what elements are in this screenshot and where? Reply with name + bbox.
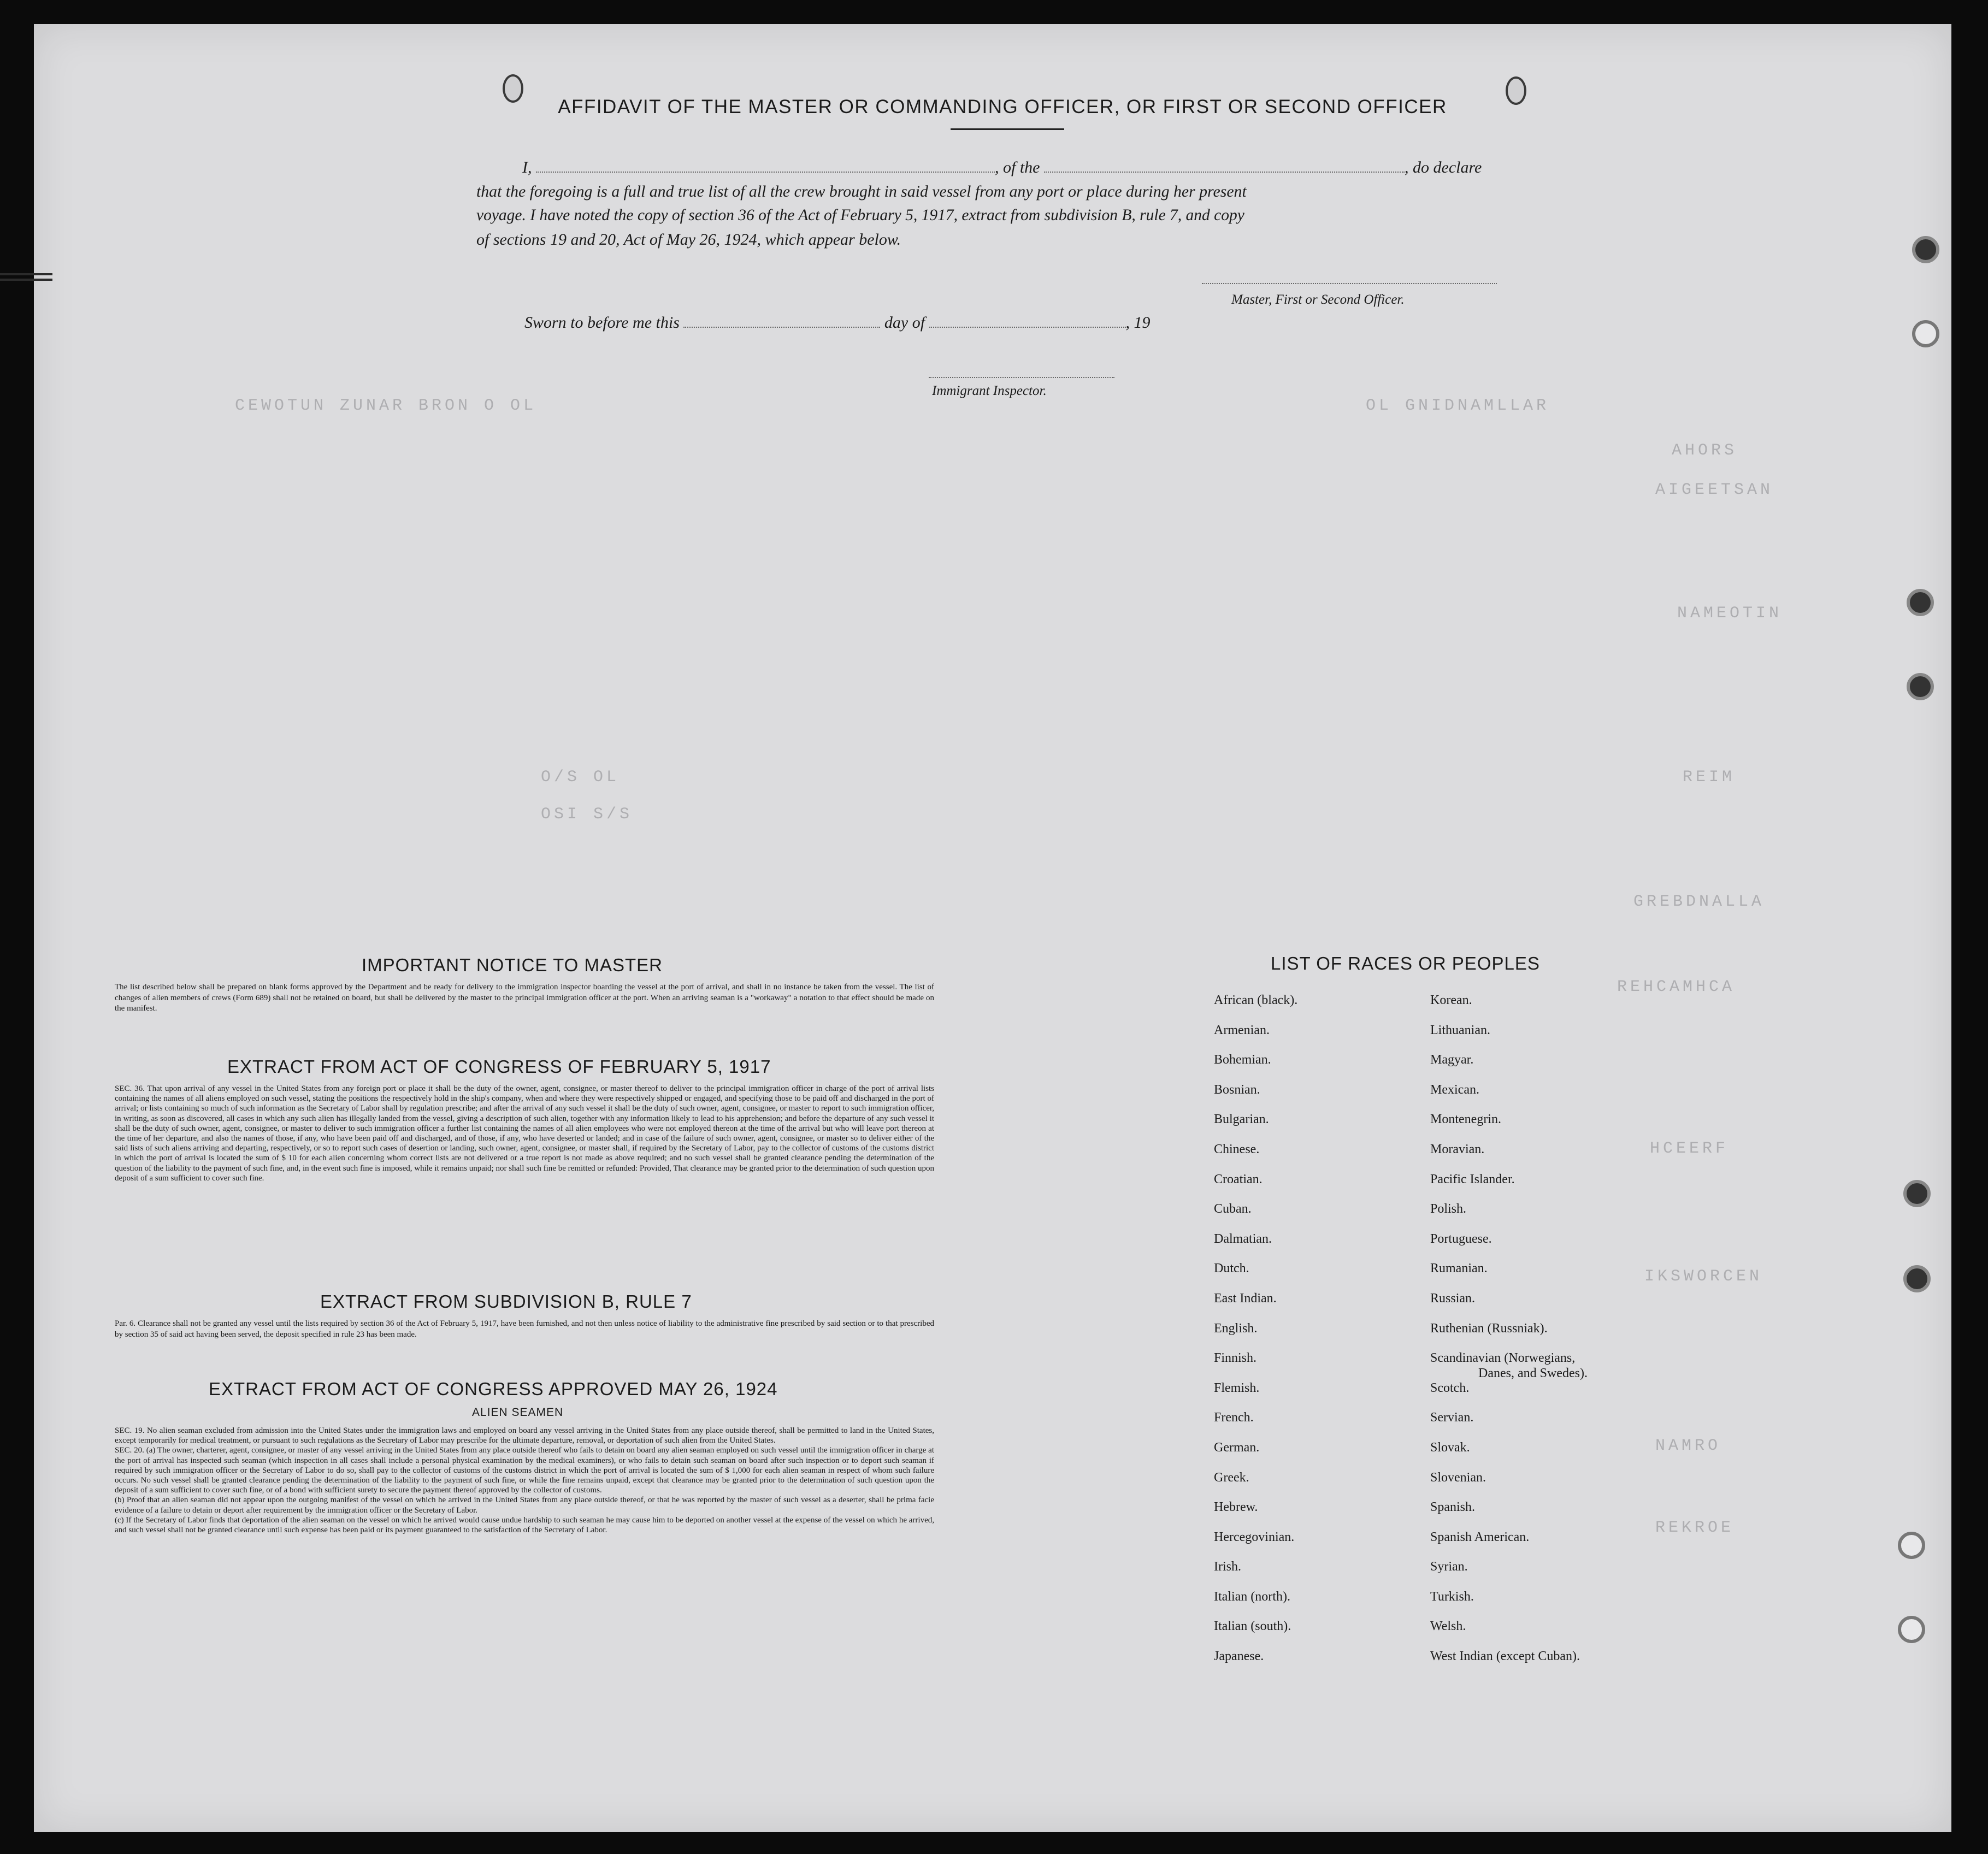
extract-1917-body: SEC. 36. That upon arrival of any vessel in the United States from any foreign port or place it shall be the duty of the owner, agent, consignee, or master thereof to deliver to the principal immigration officer in charge of the port of arrival lists containing the names of all aliens employed on such vessel, stating the positions the respectively hold in the ship's company, when and where they were respectively shipped or engaged, and specifying those to be paid off and discharged in the port of arrival; or lists containing so much of such information as the Secretary of Labor shall by regulation prescribe; and after the arrival of any such vessel it shall be the duty of such owner, agent, consignee, or master to report to such immigration officer, in writing, as soon as discovered, all cases in which any such alien has illegally landed from the vessel, giving a description of such alien, together with any information likely to lead to his apprehension; and before the departure of any such vessel it shall be the duty of such owner, agent, consignee, or master to deliver to such immigration officer a further list containing the names of all alien employees who were not employed thereon at the time of the arrival but who will leave port thereon at the time of her departure, and also the names of those, if any, who have been paid off and discharged, and of those, if any, who have deserted or landed; and in case of the failure of such owner, agent, consignee, or master so to deliver either of the said lists of such aliens arriving and departing, respectively, or so to report such cases of desertion or landing, such owner, agent, consignee, or master shall, if required by the Secretary of Labor, pay to the collector of customs of the customs district in which the port of arrival is located the sum of $ 10 for each alien concerning whom correct lists are not delivered or a true report is not made as above required; and no such vessel shall be granted clearance pending the determination of the question of the liability to the payment of such fine, and, in the event such fine is imposed, while it remains unpaid; nor shall such fine be remitted or refunded: Provided, That clearance may be granted prior to the determination of such question upon deposit of a sum sufficient to cover such fine. <box>115 1084 934 1183</box>
race-item: Scotch. <box>1430 1380 1470 1395</box>
master-signature-field[interactable] <box>1202 283 1497 284</box>
races-right-column <box>1430 993 1588 1679</box>
ledger-line <box>0 279 52 281</box>
race-item: Korean. <box>1430 993 1472 1007</box>
race-item: Montenegrin. <box>1430 1112 1501 1127</box>
inspector-label: Immigrant Inspector. <box>932 383 1047 398</box>
race-item: Finnish. <box>1214 1351 1257 1366</box>
race-item: Bulgarian. <box>1214 1112 1269 1127</box>
race-item: Rumanian. <box>1430 1261 1488 1276</box>
race-item: Flemish. <box>1214 1380 1260 1395</box>
race-item: Slovenian. <box>1430 1470 1486 1485</box>
of-the-label: , of the <box>995 158 1040 176</box>
extract-rule7-title: EXTRACT FROM SUBDIVISION B, RULE 7 <box>320 1291 692 1312</box>
inspector-signature-field[interactable] <box>929 377 1114 378</box>
bleed-through-row: OSI S/S <box>541 805 633 824</box>
race-item: Lithuanian. <box>1430 1023 1490 1037</box>
race-item: Cuban. <box>1214 1202 1252 1217</box>
punch-hole <box>1912 236 1939 263</box>
year-label: , 19 <box>1125 314 1151 332</box>
race-item: Servian. <box>1430 1410 1474 1425</box>
affidavit-line-3: voyage. I have noted the copy of section 36 of the Act of February 5, 1917, extract from subdivision B, rule 7, and copy <box>476 206 1244 224</box>
bleed-through-row: NAMRO <box>1655 1437 1721 1455</box>
race-item: Chinese. <box>1214 1142 1260 1156</box>
race-item: Spanish. <box>1430 1500 1476 1515</box>
race-item: Armenian. <box>1214 1023 1270 1037</box>
sworn-month-field[interactable] <box>929 327 1126 328</box>
race-item: West Indian (except Cuban). <box>1430 1649 1580 1664</box>
affidavit-title: AFFIDAVIT OF THE MASTER OR COMMANDING OFFICER, OR FIRST OR SECOND OFFICER <box>558 96 1447 117</box>
punch-hole <box>1903 1180 1931 1207</box>
do-declare-label: , do declare <box>1405 158 1482 176</box>
bleed-through-row: NAMEOTIN <box>1677 604 1783 623</box>
race-item: Italian (south). <box>1214 1619 1291 1634</box>
race-item: Irish. <box>1214 1560 1241 1574</box>
affidavit-line-1 <box>522 158 1482 177</box>
race-item: Magyar. <box>1430 1053 1474 1067</box>
race-item: Dalmatian. <box>1214 1231 1272 1246</box>
sec-20c-text: (c) If the Secretary of Labor finds that deportation of the alien seaman on the vessel on which he arrived would cause undue hardship to such seaman he may cause him to be deported on another vessel at the expense of the vessel on which he arrived, and such vessel shall not be granted clearance until such expense has been paid or its payment guaranteed to the satisfaction of the Secretary of Labor. <box>115 1515 934 1535</box>
title-underline <box>951 128 1064 130</box>
race-item: English. <box>1214 1321 1258 1336</box>
race-item: African (black). <box>1214 993 1298 1007</box>
race-item: Mexican. <box>1430 1082 1479 1097</box>
extract-rule7-body: Par. 6. Clearance shall not be granted any vessel until the lists required by section 36 of the Act of February 5, 1917, have been furnished, and not then unless notice of liability to the administrative fine prescribed by said section or to that prescribed by section 35 of said act having been served, the deposit specified in rule 23 has been made. <box>115 1319 934 1339</box>
race-item: Greek. <box>1214 1470 1249 1485</box>
extract-1924-title: EXTRACT FROM ACT OF CONGRESS APPROVED MAY 26, 1924 <box>209 1379 778 1399</box>
bleed-through-row: HCEERF <box>1650 1139 1729 1158</box>
race-item: Spanish American. <box>1430 1530 1530 1544</box>
bleed-through-row: CEWOTUN ZUNAR BRON O OL <box>235 397 537 415</box>
race-item: Syrian. <box>1430 1560 1468 1574</box>
bleed-through-row: OL GNIDNAMLLAR <box>1366 397 1550 415</box>
declarant-name-field[interactable] <box>536 172 995 173</box>
notice-title: IMPORTANT NOTICE TO MASTER <box>362 955 663 975</box>
race-item: Ruthenian (Russniak). <box>1430 1321 1548 1336</box>
bleed-through-row: IKSWORCEN <box>1644 1267 1763 1286</box>
race-item: Polish. <box>1430 1202 1467 1217</box>
vessel-name-field[interactable] <box>1044 172 1405 173</box>
sworn-line <box>524 314 1151 332</box>
race-item: Italian (north). <box>1214 1589 1290 1604</box>
race-item: Russian. <box>1430 1291 1476 1306</box>
bleed-through-row: GREBDNALLA <box>1633 893 1765 911</box>
day-of-label: day of <box>884 314 925 332</box>
sec-20b-text: (b) Proof that an alien seaman did not appear upon the outgoing manifest of the vessel on which he arrived in the United States from any place outside thereof, or that he was reported by the master of such vessel as a deserter, shall be prima facie evidence of a failure to detain or deport after requirement by the immigration officer or the Secretary of Labor. <box>115 1496 934 1515</box>
bleed-through-row: AHORS <box>1672 441 1738 460</box>
punch-hole <box>1898 1616 1925 1643</box>
binder-hole <box>1506 76 1526 105</box>
punch-hole <box>1903 1265 1931 1292</box>
race-item: Moravian. <box>1430 1142 1485 1156</box>
race-item: Dutch. <box>1214 1261 1249 1276</box>
race-item: Welsh. <box>1430 1619 1466 1634</box>
race-item: Danes, and Swedes). <box>1478 1366 1588 1381</box>
race-item: Japanese. <box>1214 1649 1264 1664</box>
sworn-label: Sworn to before me this <box>524 314 680 332</box>
race-item: Hercegovinian. <box>1214 1530 1295 1544</box>
sworn-day-field[interactable] <box>683 327 880 328</box>
document-page <box>34 24 1951 1832</box>
race-item: Hebrew. <box>1214 1500 1258 1515</box>
notice-body: The list described below shall be prepared on blank forms approved by the Department and be ready for delivery to the immigration inspector boarding the vessel at the port of arrival, and shall in no instance be taken from the vessel. The list of changes of alien members of crews (Form 689) shall not be retained on board, but shall be delivered by the master to the principal immigration officer at the port. When an arriving seaman is a "workaway" a notation to that effect should be made on the manifest. <box>115 983 934 1013</box>
races-title: LIST OF RACES OR PEOPLES <box>1271 953 1540 973</box>
extract-1924-body <box>115 1426 934 1535</box>
declarant-prefix: I, <box>522 158 532 176</box>
punch-hole <box>1907 589 1934 616</box>
sec-19-text: SEC. 19. No alien seaman excluded from admission into the United States under the immigration laws and employed on board any vessel arriving in the United States from any place outside thereof, shall be permitted to land in the United States, except temporarily for medical treatment, or pursuant to such regulations as the Secretary of Labor may prescribe for the ultimate departure, removal, or deportation of such alien from the United States. <box>115 1426 934 1445</box>
race-item: East Indian. <box>1214 1291 1277 1306</box>
master-signature-label: Master, First or Second Officer. <box>1231 292 1405 307</box>
race-item: Bosnian. <box>1214 1082 1260 1097</box>
affidavit-line-2: that the foregoing is a full and true list of all the crew brought in said vessel from any port or place during her present <box>476 182 1247 200</box>
race-item: Slovak. <box>1430 1440 1470 1455</box>
extract-1917-title: EXTRACT FROM ACT OF CONGRESS OF FEBRUARY 5, 1917 <box>227 1056 771 1077</box>
sec-20a-text: SEC. 20. (a) The owner, charterer, agent, consignee, or master of any vessel arriving in the United States from any place outside thereof who fails to detain on board any alien seaman employed on such vessel until the immigration officer in charge at the port of arrival has inspected such seaman (which inspection in all cases shall include a personal physical examination by the medical examiners), or who fails to detain such seaman on board after such inspection or to deport such seaman if required by such immigration officer or the Secretary of Labor to do so, shall pay to the collector of customs of the customs district in which the port of arrival is located the sum of $ 1,000 for each alien seaman in respect of whom such failure occurs. No such vessel shall be granted clearance pending the determination of the liability to the payment of such fine, or while the fine remains unpaid, except that clearance may be granted prior to the determination of such question upon the deposit of a sum sufficient to cover such fine, or of a bond with sufficient surety to secure the payment thereof approved by the collector of customs. <box>115 1446 934 1495</box>
race-item: Pacific Islander. <box>1430 1172 1515 1186</box>
affidavit-line-4: of sections 19 and 20, Act of May 26, 1924, which appear below. <box>476 231 901 249</box>
bleed-through-row: REIM <box>1683 768 1736 787</box>
race-item: Scandinavian (Norwegians, <box>1430 1351 1576 1366</box>
race-item: Bohemian. <box>1214 1053 1271 1067</box>
punch-hole <box>1898 1532 1925 1559</box>
bleed-through-row: O/S OL <box>541 768 620 787</box>
extract-1924-subtitle: ALIEN SEAMEN <box>472 1406 564 1419</box>
punch-hole <box>1912 320 1939 347</box>
race-item: Croatian. <box>1214 1172 1263 1186</box>
race-item: Portuguese. <box>1430 1231 1492 1246</box>
races-left-column <box>1214 993 1297 1679</box>
bleed-through-row: AIGEETSAN <box>1655 481 1774 499</box>
race-item: French. <box>1214 1410 1254 1425</box>
bleed-through-row: REKROE <box>1655 1519 1735 1537</box>
ledger-line <box>0 273 52 275</box>
race-item: German. <box>1214 1440 1260 1455</box>
bleed-through-row: REHCAMHCA <box>1617 978 1736 996</box>
punch-hole <box>1907 673 1934 700</box>
race-item: Turkish. <box>1430 1589 1474 1604</box>
